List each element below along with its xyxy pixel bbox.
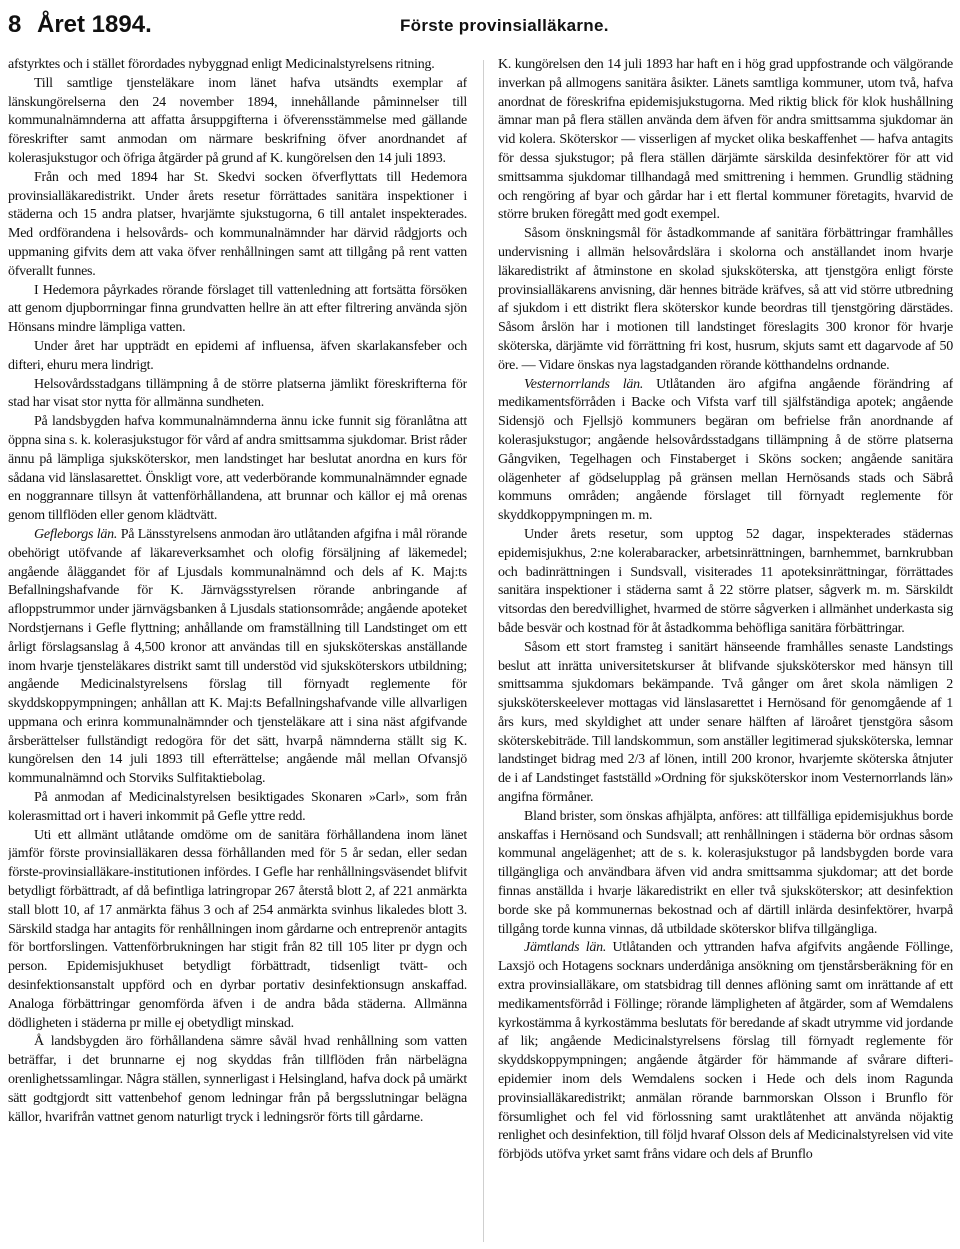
paragraph [8,526,467,789]
paragraph-text: Såsom ett stort framsteg i sanitärt hänseende framhålles senaste Landstings beslut att inrätta universitetskurser åt blifvande sjuksköterskor med hänsyn till smittsamma sjukdomars bekämpande. Två gånger om året skola nämligen 2 sjuksköterskeelever mottagas vid länslasarettet i Hernösand för genomgående af 1 års kurs, med skyldighet att under senare hälften af läroåret tjenstgöra såsom sköterskebiträde. Till landskommun, som anställer legitimerad sjuksköterska, lemnar landstinget bidrag med 2/3 af lönen, intill 200 kronor, hvarjemte sköterska åtnjuter de i af Landstinget fastställd »Ordning för sjuksköterskor inom Vesternorrlands län» angifna förmåner. [498,639,953,806]
paragraph [8,338,467,376]
page-header [8,10,952,46]
paragraph [498,639,953,808]
left-column [8,56,467,1246]
paragraph-text: Helsovårdsstadgans tillämpning å de större platserna jämlikt föreskrifterna för stad har visat stor nytta för allmänna sundheten. [8,376,467,411]
page-number: 8 [8,11,22,38]
paragraph [8,1033,467,1127]
paragraph [498,939,953,1165]
paragraph-text: Utlåtanden äro afgifna angående förändring af medikamentsförråden i Backe och Vifsta varf till själfständiga apotek; angående Sidensjö och Fjellsjö kommuners begäran om befrielse från anordnande af kolerasjukstugor; angående helsovårdsstadgans tillämpning å de större platserna Gångviken, Tegelhagen och Finstaberget i Sköns socken; angående sanitära olägenheter af gödselupplag på gränsen mellan Hernösands stads och Säbrå kommuns områden; angående förslaget till förnyadt reglemente för skyddkoppympningen m. m. [498,376,953,524]
paragraph-text: På anmodan af Medicinalstyrelsen besiktigades Skonaren »Carl», som från kolerasmittad ort i haveri inkommit på Gefle yttre redd. [8,790,467,824]
paragraph [8,282,467,338]
paragraph-text: Under årets resetur, som upptog 52 dagar, inspekterades städernas epidemisjukhus, 2:ne kolerabaracker, arbetsinrättningen, barnhemmet, barnkrubban och badinrättningen i Sundsvall, visiterades 11 apoteksinrättningar, förrättades sanitära inspektioner i städerna samt å 22 större platser, sågverk m. m. Särskildt vitsordas den beredvillighet, hvarmed de större sågverken i allmänhet underkasta sig både besvär och kostnad för åt åstadkomma behöfliga sanitära förbättringar. [498,526,953,636]
paragraph [498,526,953,639]
section-heading: Vesternorrlands län. [524,376,644,392]
column-divider [483,60,484,1242]
paragraph [8,789,467,827]
paragraph [8,56,467,75]
paragraph-text: K. kungörelsen den 14 juli 1893 har haft en i hög grad uppfostrande och välgörande inverkan på allmogens sanitära åsikter. Länets samtliga kommuner, utom två, hafva anordnat de föreskrifna epidemisjukstugorna. Med riktig blick för klok hushållning ämnar man på flera ställen använda dem äfven för andra smittsamma sjukdomar än vid kolera. Sköterskor — visserligen af mycket olika beskaffenhet — hafva antagits för dessa sjukstugor; på flera ställen därjämte särskilda desinfektörer för att vid smittsamma sjukdomar tillhandagå med smittrening i hemmen. Grundlig städning och rengöring af byar och gårdar har i ett flertal kommuner företagits, hvarvid de större bruken föregått med godt exempel. [498,57,953,223]
section-heading: Gefleborgs län. [34,526,118,542]
paragraph-text: Till samtlige tjensteläkare inom länet hafva utsändts exemplar af länskungörelserna den 24 november 1894, innehållande påminnelser till kommunalnämnderna att affatta årsuppgifterna i öfverensstämmelse med gällande föreskrifter samt anmodan om närmare beskrifning öfver anordnandet af kolerasjukstugor och öfriga åtgärder på grund af K. kungörelsen den 14 juli 1893. [8,75,467,166]
paragraph [498,225,953,375]
paragraph [498,808,953,940]
paragraph-text: Bland brister, som önskas afhjälpta, anföres: att tillfälliga epidemisjukhus borde anskaffas i Hernösand och Sundsvall; att renhållningen i städerna bör ordnas såsom kommunal angelägenhet; att de s. k. kolerasjukstugor på landsbygden borde vara tillgängliga och användbara äfven vid andra smittsamma sjukdomar; att det borde finnas anställda i hvarje läkaredistrikt en eller två sjuksköterskor; att desinfektion borde ske på kommunernas bekostnad och af därtill inlärda desinfektörer, hvarpå tillgång torde kunna vinnas, då utbildade sköterskor blifva tillgängliga. [498,808,953,937]
paragraph [8,75,467,169]
paragraph-text: Utlåtanden och yttranden hafva afgifvits angående Föllinge, Laxsjö och Hotagens socknars underdåniga ansökning om tjenstårsberäkning för en extra provinsialläkare, om statsbidrag till dennes aflöning samt om inrättande af ett medikamentsförråd i Föllinge; rörande lämpligheten af åtgärder, som af Wemdalens kyrkostämma å kyrkostämma beslutats för beredande af skadt utrymme vid jordande af lik; angående Medicinalstyrelsens förslag till förnyadt reglemente för skyddskoppympningen; angående åtgärder för hämmande af svårare difteri-epidemier inom dels Wemdalens socken i Hede och dels inom Ragunda provinsialläkaredistrikt; anmälan rörande barnmorskan Olsson i Brunflo för försumlighet och fel vid förlossning samt uraktlåtenhet att använda nöjaktig renlighet och desinfektion, till följd hvaraf Olsson dels af Medicinalstyrelsen vid vite förbjöds utöfva yrket samt fråns vidare och dels af Brunflo [498,940,953,1163]
paragraph-text: Från och med 1894 har St. Skedvi socken öfverflyttats till Hedemora provinsialläkaredistrikt. Under årets resetur förrättades sanitära inspektioner i städerna och 15 andra platser, hvarjämte sjukstugorna, 6 till antalet inspekterades. Med ordförandena i helsovårds- och kommunalnämnder har därvid rådgjorts och uppmaning gifvits dem att vaka öfver renhållningen samt att tillgång på rent vatten öfverallt funnes. [8,169,467,279]
paragraph-text: Å landsbygden äro förhållandena sämre såväl hvad renhållning som vatten beträffar, i det brunnarne ej nog skyddas från tillflöden från närbelägna orenlighetssamlingar. Några ställen, synnerligast i Helsingland, hafva dock på umärkt sätt godtgjordt sitt vattenbehof genom ledningar från på bergsslutningar belägna källor, hvarifrån vattnet genom naturligt tryck i ledningsrör förts till gårdarne. [8,1034,467,1125]
paragraph [8,376,467,414]
paragraph-text: Under året har uppträdt en epidemi af influensa, äfven skarlakansfeber och difteri, ehuru mera lindrigt. [8,338,467,373]
right-column [498,56,953,1246]
paragraph [8,169,467,282]
running-title: Förste provinsialläkarne. [400,16,609,35]
paragraph [498,376,953,526]
paragraph-text: Såsom önskningsmål för åstadkommande af sanitära förbättringar framhålles undervisning i allmän helsovårdslära i skolorna och anställandet inom hvarje läkaredistrikt af åtminstone en skolad sjuksköterska, att tjenstgöra enligt förste provinsialläkarens anvisning, där hennes biträde kräfves, så att vid större utbredning af sjukdom i ett distrikt flera sköterskor kunde beordras till tjenstgöring därstädes. Såsom årslön har i motionen till landstinget föreslagits 300 kronor för hvarje sköterska, därjämte vid förrättning fri kost, husrum, skjuts samt ett dagarvode af 50 öre. — Vidare önskas nya lagstadganden rörande kötthandelns ordnande. [498,226,953,373]
paragraph-text: Uti ett allmänt utlåtande omdöme om de sanitära förhållandena inom länet jämför förste provinsialläkaren dessa förhållanden med för 5 år sedan, eller sedan förste-provinsialläkare-institutionen infördes. I Gefle har renhållningsväsendet blifvit betydligt förbättradt, af då befintliga latringropar 267 återstå blott 2, af 221 anmärkta stall blott 10, af 17 anmärkta fähus 3 och af 254 anmärkta svinhus likaledes blott 3. Särskild stadga har antagits för renhållningen inom gårdarne och entreprenör antagits för bortforslingen. Vattenförbrukningen har stigit från 82 till 105 liter pr dygn och person. Epidemisjukhuset betydligt förbättradt, tidsenligt tvätt- och desinfektionsanstalt uppförd och en dyrbar portativ desinfektionsugn anskaffad. Analoga förbättringar genomförda äfven i de andra båda städerna. Allmänna dödligheten i städerna pr mille ej obetydligt minskad. [8,827,467,1031]
paragraph [498,56,953,225]
paragraph [8,827,467,1034]
paragraph [8,413,467,526]
header-year: Året 1894. [37,11,152,38]
section-heading: Jämtlands län. [524,940,607,956]
paragraph-text: På Länsstyrelsens anmodan äro utlåtanden afgifna i mål rörande obehörigt utöfvande af läkareverksamhet och olofig försäljning af läkemedel; angående åläggandet för af Ljusdals kommunalnämnd och dels af K. Maj:ts Befallningshafvande för K. Järnvägsstyrelsen rörande anbringande af afloppstrummor under järnvägsbanken å Ljusdals stationsområde; angående apoteket Nordstjernans i Gefle flyttning; anhållande om framställning till Landstinget om ett årligt förslagsanslag å 4,500 kronor att användas till en sjuksköterskas anställande inom hvarje tjensteläkares distrikt samt till understöd vid sjuksköterskors utbildning; angående Medicinalstyrelsens förslag till förnyadt reglemente för skyddskoppympningen; anhållan att K. Maj:ts Befallningshafvande ville allvarligen uppmana och erinra kommunalnämnder och tjensteläkare att i sina näst afgifvande årsberättelser fullständigt redogöra för det sätt, hvarpå nämnderna ställt sig K. kungörelsen den 14 juli 1893 till efterrättelse; angående mål mellan Ofvansjö kommunalnämnd och Storviks Sulfitaktiebolag. [8,526,467,787]
paragraph-text: På landsbygden hafva kommunalnämnderna ännu icke funnit sig föranlåtna att öppna sina s. k. kolerasjukstugor för vård af andra smittsamma sjukdomar. Brist råder ännu på lämpliga sjuksköterskor, men landstinget har beslutat anordna en kurs för sådana vid länslasarettet. Önskligt vore, att vederbörande kommunalnämnder egnade en noggrannare tillsyn åt vattenförhållandena, att brunnar och källor ej må orenas genom tillflöden eller genom klädtvätt. [8,414,467,524]
paragraph-text: afstyrktes och i stället förordades nybyggnad enligt Medicinalstyrelsens ritning. [8,57,435,72]
paragraph-text: I Hedemora påyrkades rörande förslaget till vattenledning att fortsätta försöken att genom djupborrningar finna grundvatten hellre än att efter filtrering använda sjön Hönsans mindre lämpliga vatten. [8,282,467,336]
